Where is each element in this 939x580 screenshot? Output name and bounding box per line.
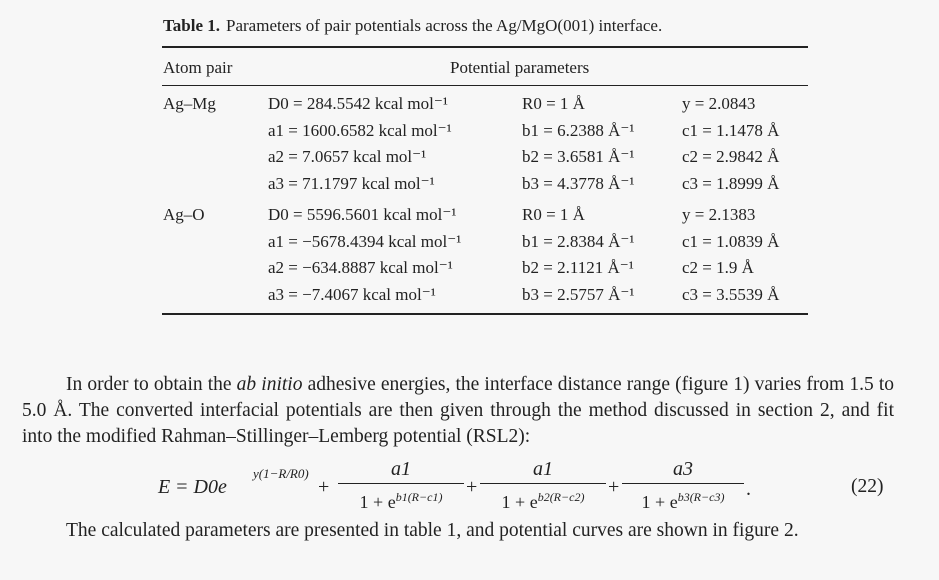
equation-fraction-2 bbox=[480, 456, 606, 514]
table-cell: c2 = 1.9 Å bbox=[682, 258, 754, 277]
table-caption-text: Parameters of pair potentials across the Ag/MgO(001) interface. bbox=[226, 16, 663, 35]
paragraph-intro-italic: ab initio bbox=[236, 374, 303, 395]
table-cell: R0 = 1 Å bbox=[522, 205, 585, 224]
equation-fraction-2-den bbox=[480, 485, 606, 514]
table-cell: y = 2.1383 bbox=[682, 205, 756, 224]
equation-lhs-D: D0e bbox=[193, 476, 227, 498]
equation-fraction-1 bbox=[338, 456, 464, 514]
equation-plus-1: + bbox=[318, 476, 330, 498]
equation-fraction-2-den-exp: b2(R−c2) bbox=[537, 490, 585, 504]
table-cell: a2 = 7.0657 kcal mol⁻¹ bbox=[268, 147, 427, 166]
equation-fraction-3-den bbox=[622, 485, 744, 514]
equation-plus-3: + bbox=[608, 476, 620, 498]
table-cell: a1 = −5678.4394 kcal mol⁻¹ bbox=[268, 231, 462, 251]
equation-fraction-1-num: a1 bbox=[391, 458, 411, 480]
table-cell: a2 = −634.8887 kcal mol⁻¹ bbox=[268, 258, 453, 277]
equation-fraction-2-bar bbox=[480, 483, 606, 484]
table-cell: D0 = 5596.5601 kcal mol⁻¹ bbox=[268, 205, 457, 224]
equation-fraction-2-den-base: 1 + e bbox=[501, 492, 538, 512]
table-top-rule bbox=[162, 46, 808, 48]
table-cell: c1 = 1.0839 Å bbox=[682, 231, 780, 251]
table-cell: R0 = 1 Å bbox=[522, 94, 585, 113]
table-cell: c3 = 3.5539 Å bbox=[682, 284, 780, 304]
table-cell: b3 = 2.5757 Å⁻¹ bbox=[522, 284, 635, 304]
equation-number: (22) bbox=[851, 476, 884, 497]
equation-fraction-1-den-base: 1 + e bbox=[359, 492, 396, 512]
table-cell: b1 = 6.2388 Å⁻¹ bbox=[522, 120, 635, 140]
equation-fraction-3-den-exp: b3(R−c3) bbox=[677, 490, 725, 504]
table-caption bbox=[163, 16, 662, 36]
table-cell: c1 = 1.1478 Å bbox=[682, 120, 780, 140]
equation-fraction-1-den-exp: b1(R−c1) bbox=[395, 490, 443, 504]
table-cell: b1 = 2.8384 Å⁻¹ bbox=[522, 231, 635, 251]
equation-fraction-3-num: a3 bbox=[673, 458, 693, 480]
table-cell: b3 = 4.3778 Å⁻¹ bbox=[522, 173, 635, 193]
table-cell: D0 = 284.5542 kcal mol⁻¹ bbox=[268, 94, 448, 113]
equation-fraction-3-bar bbox=[622, 483, 744, 484]
equation-equals: = bbox=[176, 476, 188, 498]
table-cell: b2 = 2.1121 Å⁻¹ bbox=[522, 258, 634, 277]
paragraph-intro bbox=[22, 372, 894, 450]
equation-fraction-3 bbox=[622, 456, 744, 514]
equation-lhs bbox=[158, 476, 227, 499]
equation-fraction-2-num: a1 bbox=[533, 458, 553, 480]
table-caption-label: Table 1. bbox=[163, 16, 221, 35]
table-header-params: Potential parameters bbox=[450, 58, 590, 77]
equation-lhs-E: E bbox=[158, 476, 171, 498]
table-cell: a1 = 1600.6582 kcal mol⁻¹ bbox=[268, 120, 452, 140]
paragraph-intro-post: adhesive energies, the interface distance range (figure 1) varies from 1.5 to 5.0 Å. The converted interfacial potentials are then given through the method discussed in section 2, and fit into the modified Rahman–Stillinger–Lemberg potential (RSL2): bbox=[22, 374, 894, 447]
table-pair-name: Ag–Mg bbox=[163, 94, 216, 113]
paragraph-intro-pre: In order to obtain the bbox=[66, 374, 237, 395]
equation-fraction-1-den bbox=[338, 485, 464, 514]
table-header-rule bbox=[162, 85, 808, 86]
table-cell: c2 = 2.9842 Å bbox=[682, 147, 780, 166]
table-header-pair: Atom pair bbox=[163, 58, 233, 77]
table-cell: y = 2.0843 bbox=[682, 94, 756, 113]
equation-plus-2: + bbox=[466, 476, 478, 498]
table-pair-name: Ag–O bbox=[163, 205, 205, 224]
equation-exponent: y(1−R/R0) bbox=[253, 466, 309, 481]
table-cell: b2 = 3.6581 Å⁻¹ bbox=[522, 147, 635, 166]
paragraph-results: The calculated parameters are presented in table 1, and potential curves are shown in figure 2. bbox=[66, 520, 799, 541]
equation-period: . bbox=[746, 478, 751, 500]
table-bottom-rule bbox=[162, 313, 808, 315]
equation-fraction-3-den-base: 1 + e bbox=[641, 492, 678, 512]
equation-fraction-1-bar bbox=[338, 483, 464, 484]
equation-22 bbox=[0, 456, 939, 516]
table-cell: a3 = 71.1797 kcal mol⁻¹ bbox=[268, 173, 435, 193]
table-cell: a3 = −7.4067 kcal mol⁻¹ bbox=[268, 284, 436, 304]
table-cell: c3 = 1.8999 Å bbox=[682, 173, 780, 193]
